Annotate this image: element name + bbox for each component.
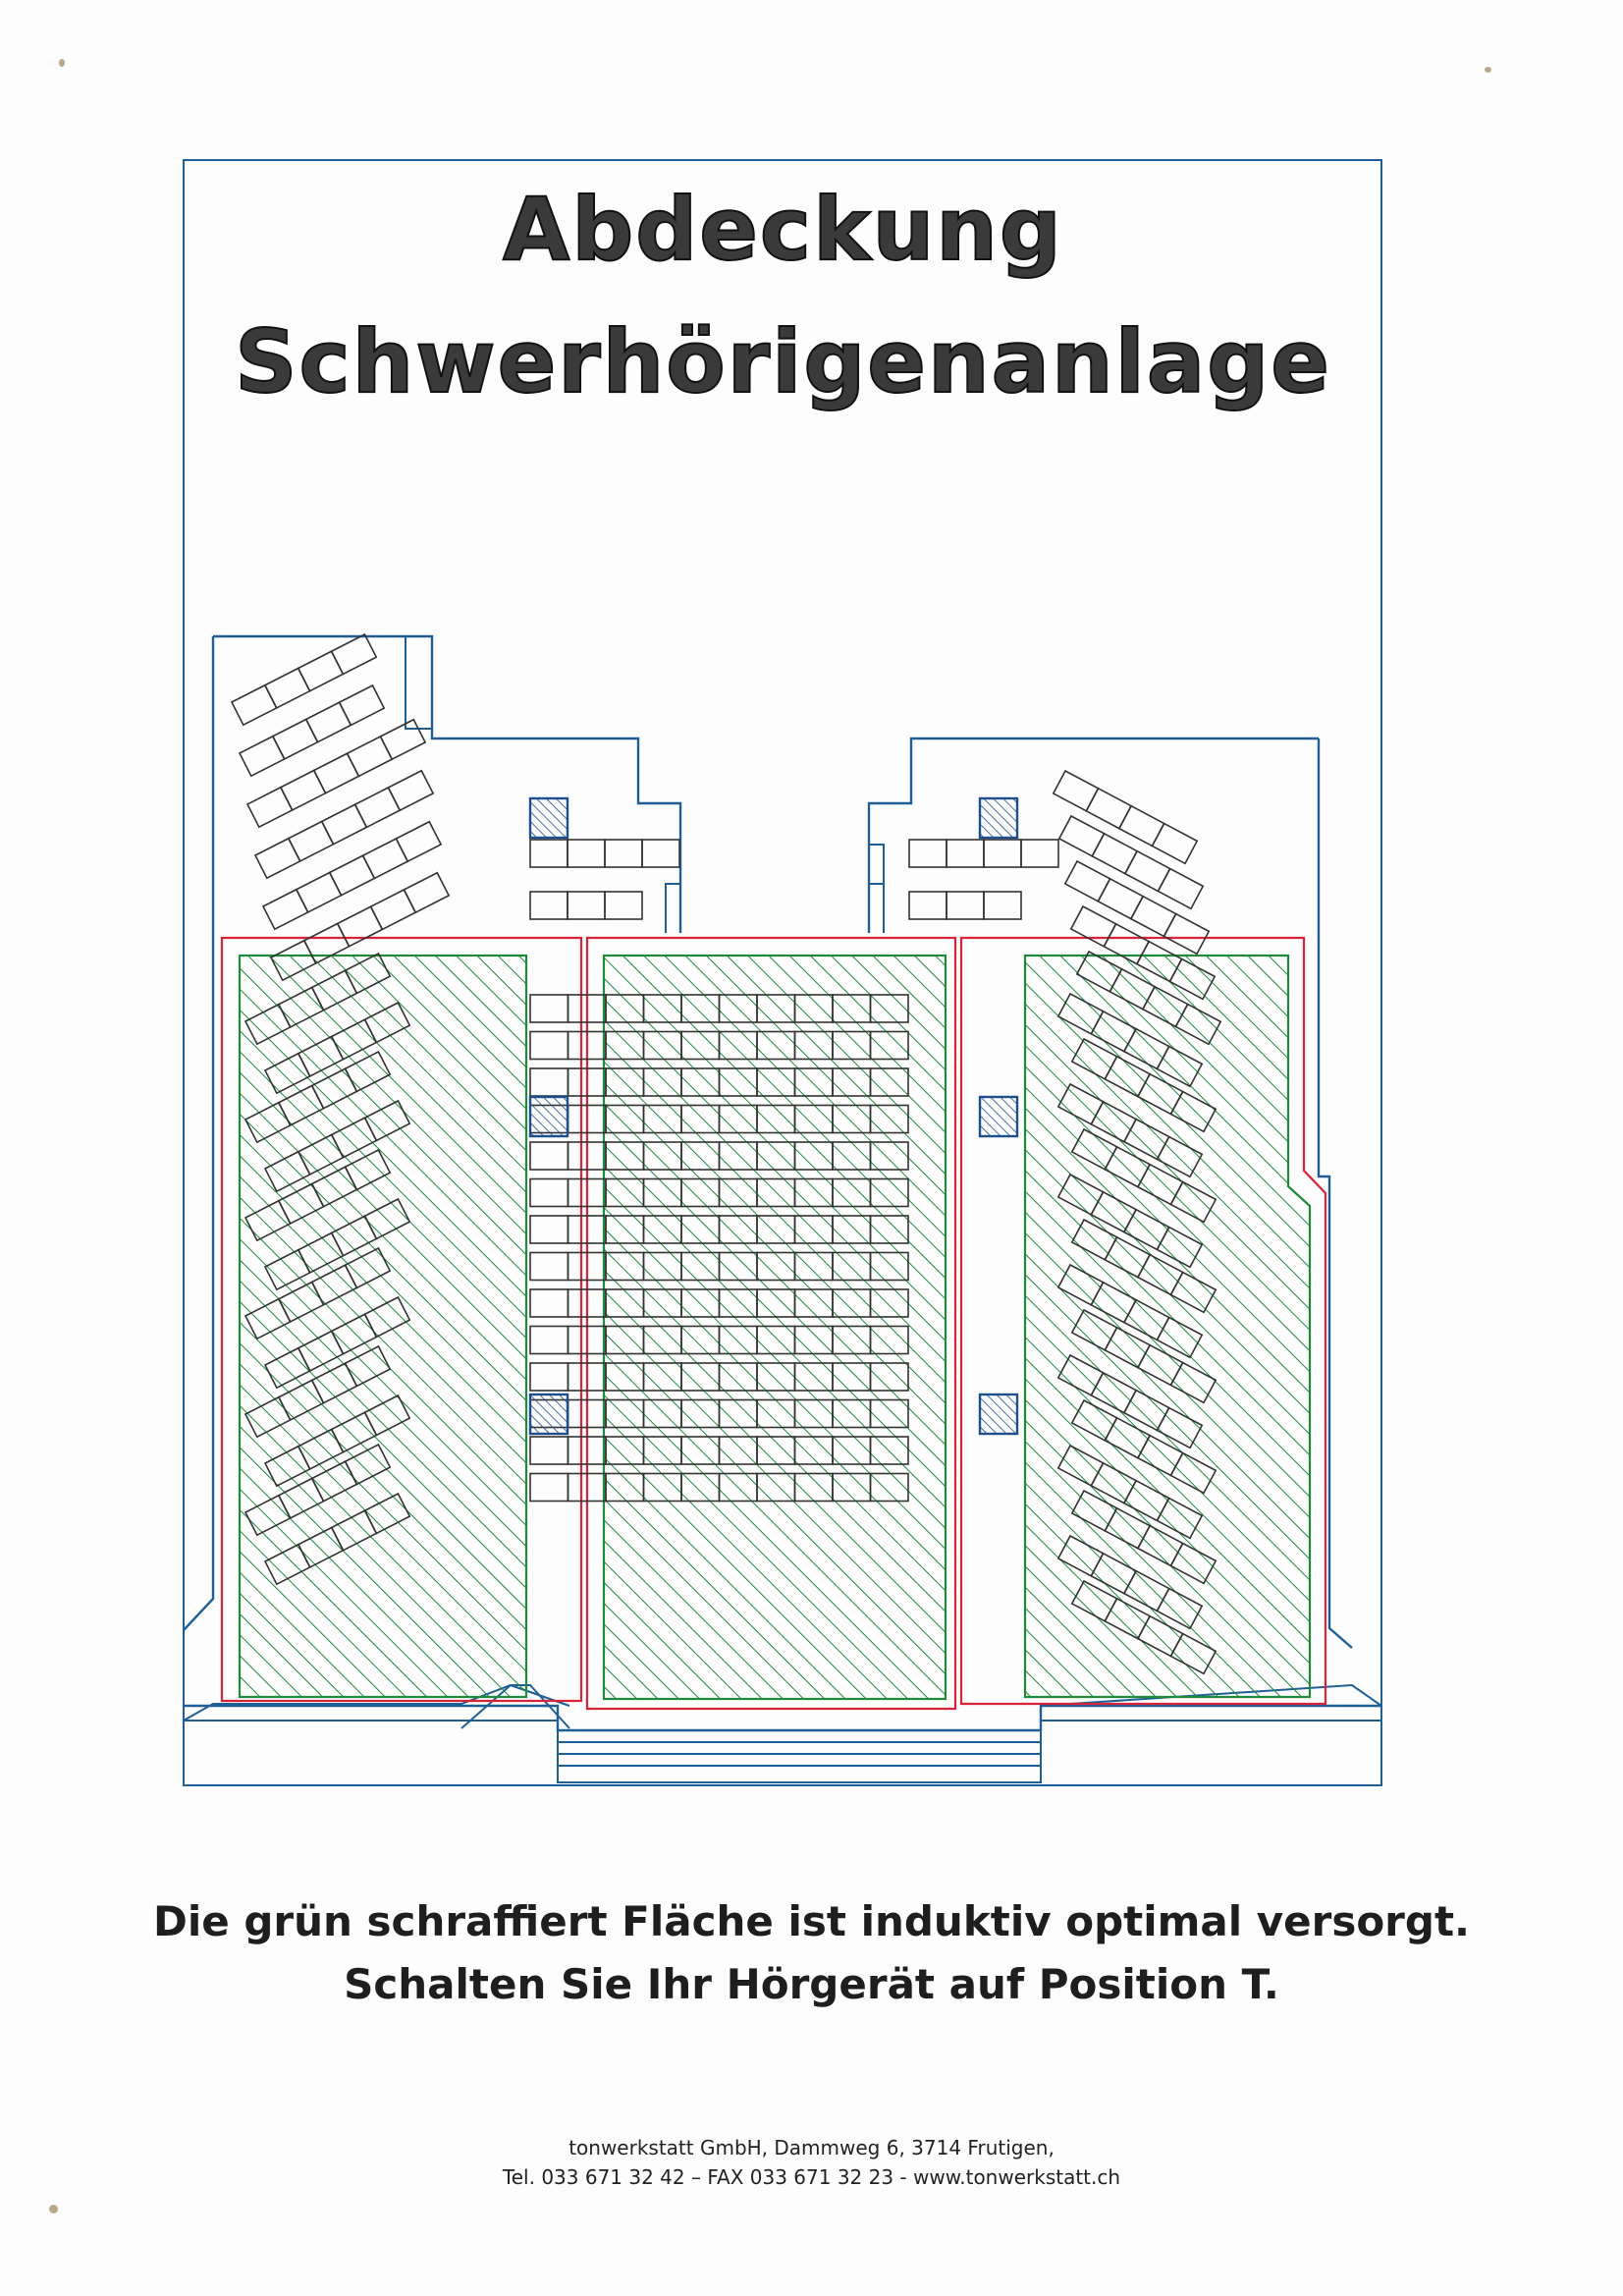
- seat: [909, 892, 947, 919]
- seat: [1054, 771, 1099, 811]
- seat: [568, 892, 605, 919]
- seat: [909, 840, 947, 867]
- paper-speck: [59, 59, 65, 67]
- pillar: [530, 1097, 568, 1136]
- seat: [1086, 789, 1131, 829]
- seat: [355, 788, 401, 827]
- seat: [1092, 834, 1137, 874]
- seat: [530, 1216, 568, 1243]
- pillar: [980, 1097, 1017, 1136]
- seat: [232, 685, 277, 725]
- paper-speck: [1485, 67, 1491, 73]
- seat: [281, 770, 326, 809]
- pillar: [980, 1394, 1017, 1434]
- seat: [947, 840, 984, 867]
- seat: [530, 1032, 568, 1060]
- seat: [1098, 879, 1143, 919]
- seat: [605, 892, 642, 919]
- pillar: [980, 798, 1017, 838]
- seat: [1158, 869, 1203, 909]
- seat: [530, 840, 568, 867]
- seat: [1131, 897, 1176, 937]
- caption-line-1: Die grün schraffiert Fläche ist induktiv optimal versorgt.: [152, 1897, 1470, 1945]
- seat-row-upper-left: [530, 892, 642, 919]
- seat: [530, 1068, 568, 1096]
- door-left: [638, 803, 680, 933]
- seat: [265, 668, 310, 707]
- seat: [530, 1179, 568, 1207]
- seat: [240, 737, 285, 776]
- seat: [388, 771, 433, 810]
- seat: [298, 651, 344, 690]
- seat: [984, 892, 1021, 919]
- seat: [1125, 851, 1170, 892]
- seat: [530, 1142, 568, 1170]
- seat: [255, 839, 300, 878]
- seat: [530, 1474, 568, 1502]
- seat: [530, 892, 568, 919]
- footer-address: tonwerkstatt GmbH, Dammweg 6, 3714 Frutigen,: [568, 2136, 1055, 2159]
- seat: [330, 855, 375, 895]
- seat: [263, 890, 308, 929]
- title-line-2: Schwerhörigenanlage: [235, 311, 1331, 412]
- title-line-1: Abdeckung: [503, 179, 1063, 280]
- seat: [1152, 824, 1197, 864]
- seat-row-upper-right: [909, 892, 1021, 919]
- seat: [380, 720, 425, 759]
- seat: [642, 840, 679, 867]
- seat: [605, 840, 642, 867]
- seat: [314, 753, 359, 793]
- coverage-zone-center: [604, 956, 946, 1699]
- seat: [984, 840, 1021, 867]
- seat: [530, 1363, 568, 1391]
- seat: [530, 1289, 568, 1317]
- seat: [1059, 816, 1105, 856]
- caption-line-2: Schalten Sie Ihr Hörgerät auf Position T.: [344, 1960, 1279, 2008]
- seat: [348, 737, 393, 776]
- seat: [530, 1437, 568, 1464]
- seat: [306, 702, 352, 741]
- seat: [1071, 906, 1116, 947]
- seat: [530, 995, 568, 1022]
- footer-contact: Tel. 033 671 32 42 – FAX 033 671 32 23 - www.tonwerkstatt.ch: [502, 2165, 1121, 2189]
- seat: [289, 821, 334, 860]
- seat: [1163, 914, 1209, 955]
- seat: [338, 906, 383, 946]
- seat-row-left-angled: [240, 685, 384, 776]
- seat-row-upper-left: [530, 840, 679, 867]
- coverage-zone-right: [1025, 956, 1310, 1697]
- seat: [273, 719, 318, 758]
- pillar: [530, 798, 568, 838]
- seat: [530, 1253, 568, 1281]
- seat: [530, 1327, 568, 1354]
- door-right: [869, 803, 911, 933]
- seat: [322, 804, 367, 844]
- seat: [1065, 861, 1110, 902]
- pillar: [530, 1394, 568, 1434]
- seat: [340, 685, 385, 725]
- seat: [568, 840, 605, 867]
- seat: [396, 822, 441, 861]
- seat: [947, 892, 984, 919]
- seat: [371, 890, 416, 929]
- seat: [404, 873, 449, 912]
- seat: [332, 634, 377, 674]
- seat: [1119, 806, 1164, 847]
- seat-row-upper-right: [909, 840, 1058, 867]
- seat: [1021, 840, 1058, 867]
- seat-row-left-angled: [232, 634, 376, 725]
- side-wall-left: [406, 636, 432, 729]
- seat: [363, 839, 408, 878]
- seat: [297, 872, 342, 911]
- seat: [247, 788, 293, 827]
- entrance-step-1: [558, 1730, 1041, 1782]
- paper-speck: [49, 2205, 58, 2214]
